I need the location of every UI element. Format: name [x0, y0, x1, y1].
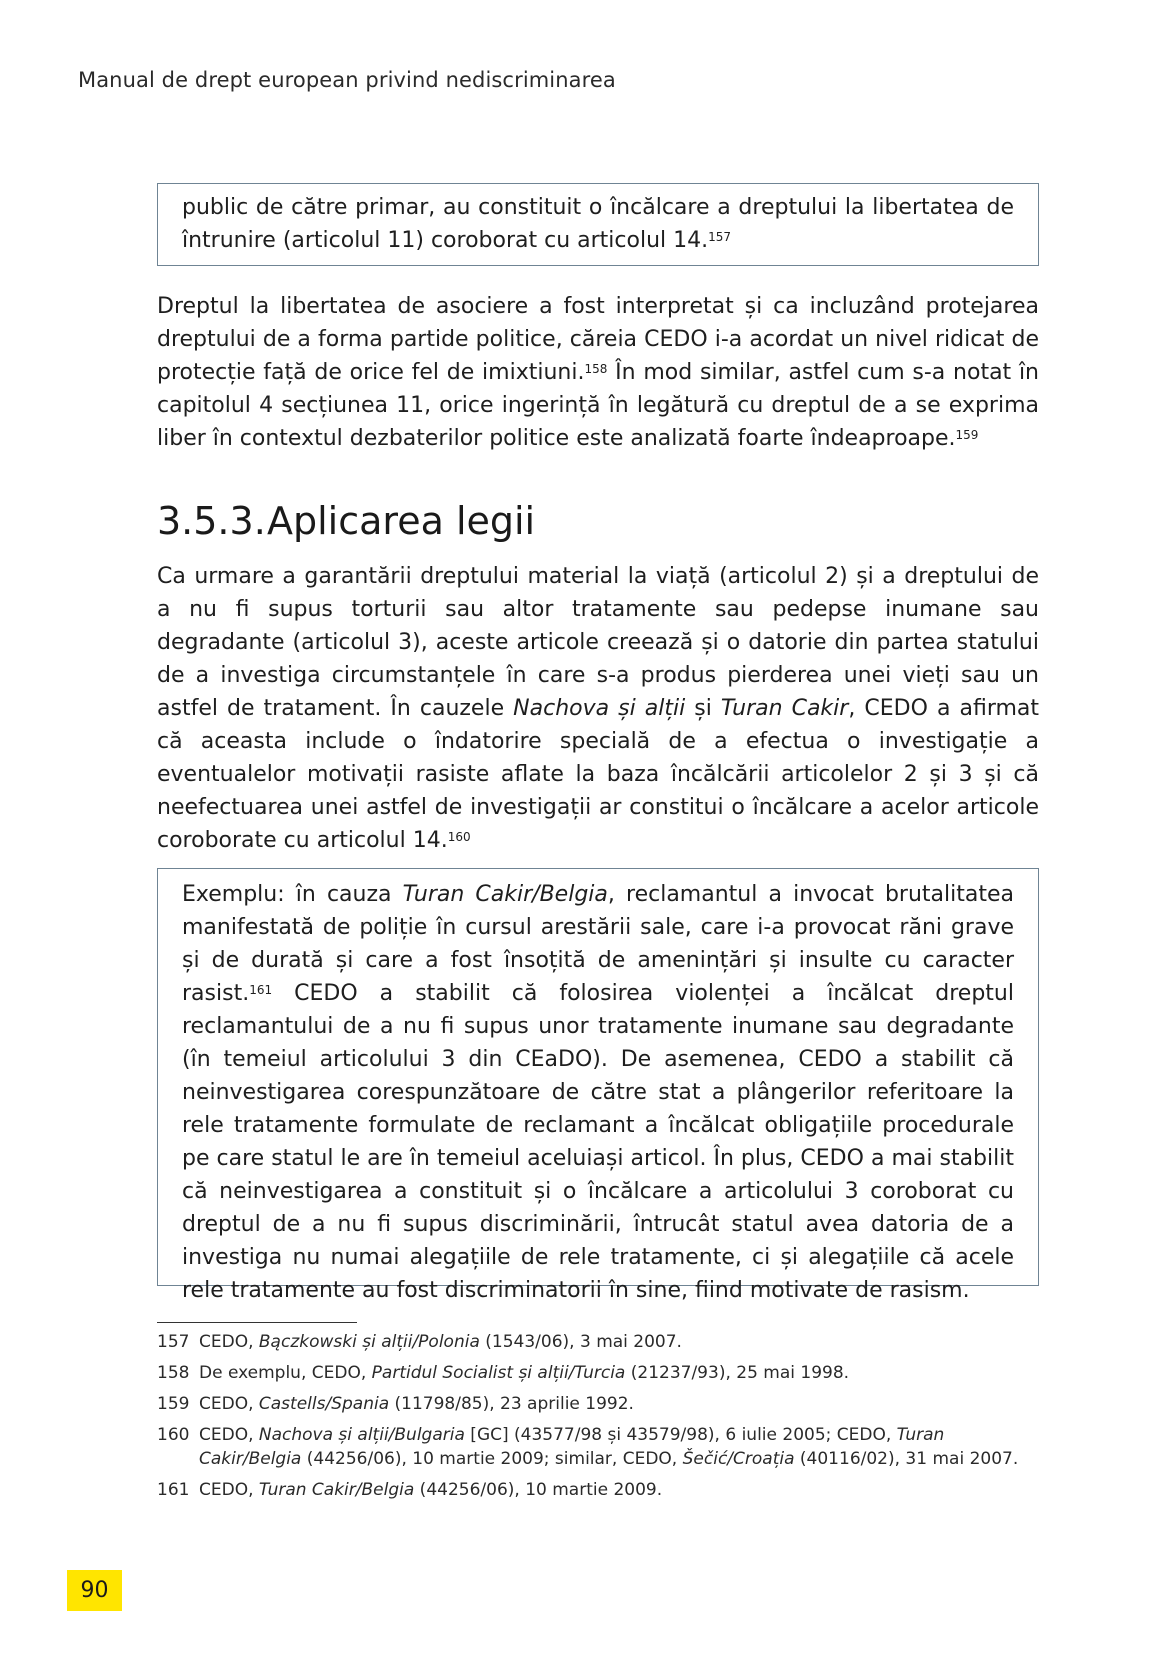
running-header: Manual de drept european privind nediscriminarea [78, 68, 616, 92]
footnote-ref[interactable]: 159 [955, 428, 979, 442]
section-heading [157, 496, 535, 546]
footnote-ref[interactable]: 161 [249, 983, 273, 997]
footnote-161: 161 CEDO, Turan Cakir/Belgia (44256/06), 10 martie 2009. [157, 1480, 663, 1500]
paragraph-association: Dreptul la libertatea de asociere a fost interpretat și ca incluzând protejarea dreptului de a forma partide politice, căreia CEDO i-a acordat un nivel ridicat de protecție față de orice fel de imixtiuni.$^{158}$ În mod similar, astfel cum s-a notat în capitolul 4 secțiunea 11, orice ingerință în legătură cu dreptul de a se exprima liber în contextul dezbaterilor politice este analizată foarte îndeaproape.$^{159}$ [157, 294, 1039, 451]
case-name: Nachova și alții [513, 696, 686, 721]
page-number: 90 [67, 1570, 122, 1611]
section-title: Aplicarea legii [267, 499, 536, 543]
case-box-continued [157, 183, 1039, 266]
example-box: Exemplu: în cauza Turan Cakir/Belgia, reclamantul a invocat brutalitatea manifestată de poliție în cursul arestării sale, care i-a provocat răni grave și de durată și care a fost însoțită de amenințări și insulte cu caracter rasist.$^{161}$ CEDO a stabilit că folosirea violenței a încălcat dreptul reclamantului de a nu fi supus unor tratamente inumane sau degradante (în temeiul articolului 3 din CEaDO). De asemenea, CEDO a stabilit că neinvestigarea corespunzătoare de către stat a plângerilor referitoare la rele tratamente formulate de reclamant a încălcat obligațiile procedurale pe care statul le are în temeiul aceluiași articol. În plus, CEDO a mai stabilit că neinvestigarea a constituit și o încălcare a articolului 3 coroborat cu dreptul de a nu fi supus discriminării, întrucât statul avea datoria de a investiga nu numai alegațiile de rele tratamente, ci și alegațiile că acele rele tratamente au fost discriminatorii în sine, fiind motivate de rasism. [157, 868, 1039, 1286]
paragraph-law-enforcement: Ca urmare a garantării dreptului material la viață (articolul 2) și a dreptului de a nu fi supus torturii sau altor tratamente sau pedepse inumane sau degradante (articolul 3), aceste articole creează și o datorie din partea statului de a investiga circumstanțele în care s-a produs pierderea unei vieți sau un astfel de tratament. În cauzele Nachova și alții și Turan Cakir, CEDO a afirmat că aceasta include o îndatorire specială de a efectua o investigație a eventualelor motivații rasiste aflate la baza încălcării articolelor 2 și 3 și că neefectuarea unei astfel de investigații ar constitui o încălcare a acelor articole coroborate cu articolul 14.$^{160}$ [157, 564, 1040, 853]
footnote-ref[interactable]: 160 [447, 830, 471, 844]
section-number: 3.5.3. [157, 499, 266, 543]
case-box-text: public de către primar, au constituit o încălcare a dreptului la libertatea de întrunire (articolul 11) coroborat cu articolul 14. [182, 195, 1014, 253]
footnote-divider [157, 1322, 357, 1323]
footnote-ref[interactable]: 158 [584, 362, 608, 376]
case-name: Turan Cakir/Belgia [402, 882, 608, 907]
footnote-159: 159 CEDO, Castells/Spania (11798/85), 23 aprilie 1992. [157, 1394, 634, 1414]
footnote-158: 158 De exemplu, CEDO, Partidul Socialist și alții/Turcia (21237/93), 25 mai 1998. [157, 1363, 850, 1383]
footnote-160: 160 CEDO, Nachova și alții/Bulgaria [GC] (43577/98 și 43579/98), 6 iulie 2005; CEDO, Turan Cakir/Belgia (44256/06), 10 martie 2009; similar, CEDO, Šečić/Croația (40116/02), 31 mai 2007. [157, 1425, 1019, 1469]
footnote-ref[interactable]: 157 [708, 230, 732, 244]
footnote-157: 157 CEDO, Bączkowski și alții/Polonia (1543/06), 3 mai 2007. [157, 1332, 682, 1352]
case-name: Turan Cakir [720, 696, 849, 721]
footnotes [157, 1330, 1039, 1509]
